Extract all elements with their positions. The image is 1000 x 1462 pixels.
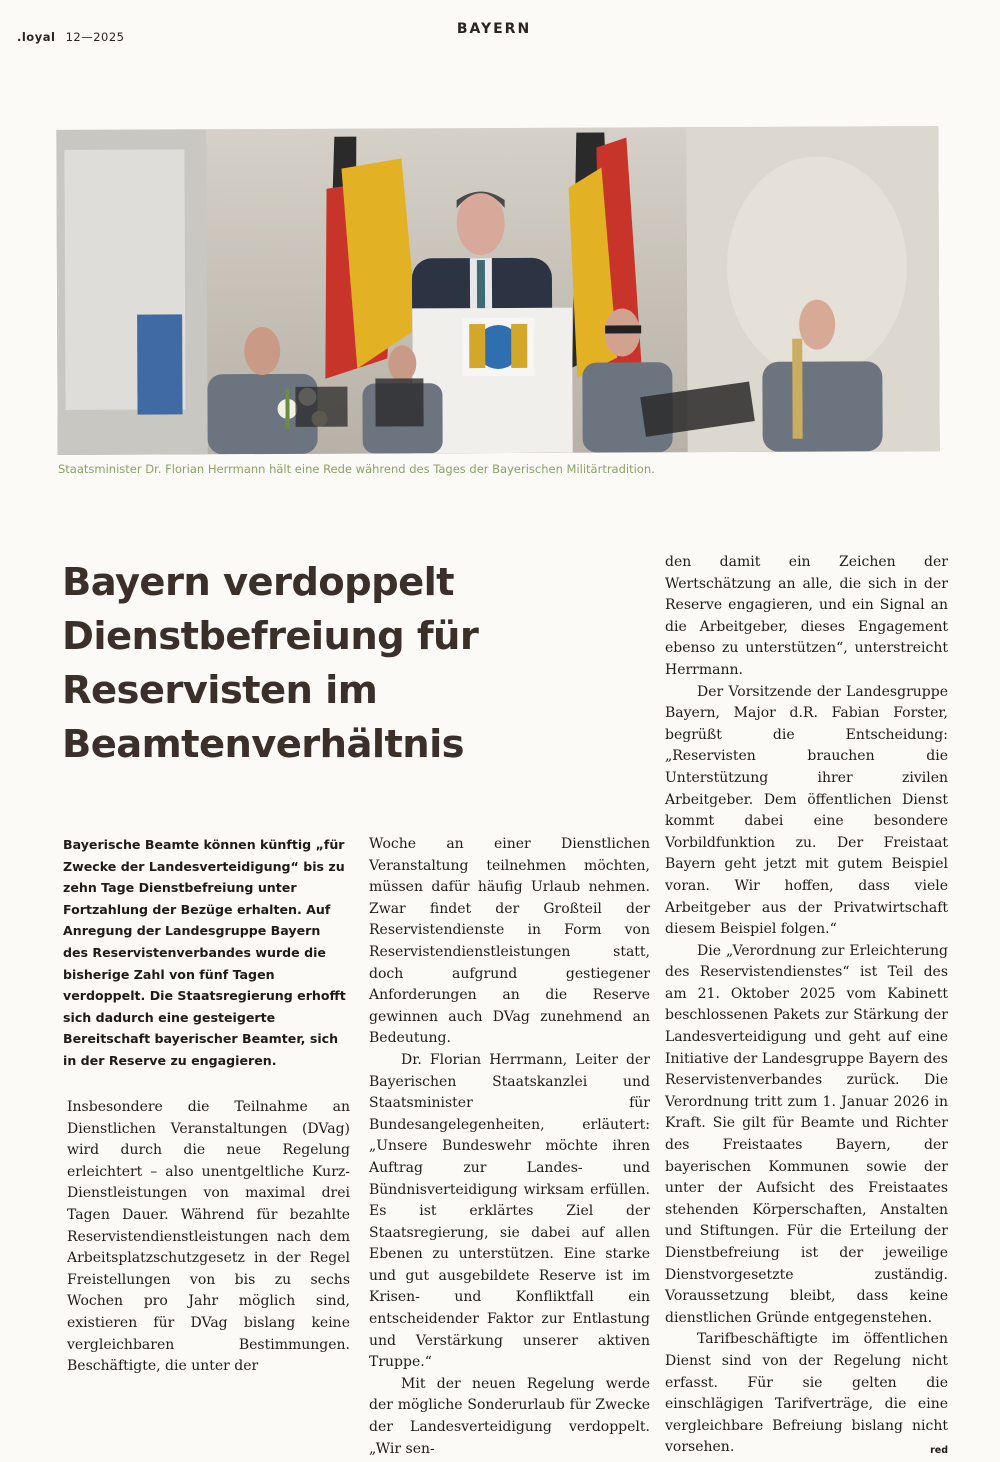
body-paragraph: Die „Verordnung zur Erleichterung des Reservistendienstes“ ist Teil des am 21. Oktober 2025 vom Kabinett beschlossenen Pakets zur Stärkung der Landesverteidigung und geht auf eine Initiative der Landesgruppe Bayern des Reservistenverbandes zurück. Die Verordnung tritt zum 1. Januar 2026 in Kraft. Sie gilt für Beamte und Richter des Freistaates Bayern, der bayerischen Kommunen sowie der unter der Aufsicht des Freistaates stehenden Körperschaften, Anstalten und Stiftungen. Für die Erteilung der Dienstbefreiung ist der jeweilige Dienstvorgesetzte zuständig. Voraussetzung bleibt, dass keine dienstlichen Gründe entgegenstehen.	[665, 942, 948, 1326]
photo-caption: Staatsminister Dr. Florian Herrmann hält eine Rede während des Tages der Bayerischen Militärtradition.	[58, 462, 655, 476]
article-column-2	[369, 834, 650, 1460]
article-photo	[56, 126, 939, 455]
body-paragraph: Woche an einer Dienstlichen Veranstaltung teilnehmen möchten, müssen dafür häufig Urlaub nehmen. Zwar findet der Großteil der Reservistendienste in Form von Reservistendienstleistungen statt, doch aufgrund gestiegener Anforderungen an die Reserve gewinnen auch DVag zunehmend an Bedeutung.	[369, 836, 650, 1047]
article-headline: Bayern verdoppelt Dienstbefreiung für Reservisten im Beamtenverhältnis	[62, 560, 479, 767]
body-paragraph: Mit der neuen Regelung werde der mögliche Sonderurlaub für Zwecke der Landesverteidigung verdoppelt. „Wir sen-	[369, 1375, 650, 1457]
lead-paragraph: Bayerische Beamte können künftig „für Zwecke der Landesverteidigung“ bis zu zehn Tage Dienstbefreiung unter Fortzahlung der Bezüge erhalten. Auf Anregung der Landesgruppe Bayern des Reservistenverbandes wurde die bisherige Zahl von fünf Tagen verdoppelt. Die Staatsregierung erhofft sich dadurch eine gesteigerte Bereitschaft bayerischer Beamter, sich in der Reserve zu engagieren.	[63, 837, 346, 1068]
magazine-logo: .loyal	[17, 30, 56, 44]
body-paragraph	[665, 1329, 948, 1459]
body-paragraph: Dr. Florian Herrmann, Leiter der Bayerischen Staatskanzlei und Staatsminister für Bundesangelegenheiten, erläutert: „Unsere Bundeswehr möchte ihren Auftrag zur Landes- und Bündnisverteidigung wirksam erfüllen. Es ist erklärtes Ziel der Staatsregierung, sie dabei auf allen Ebenen zu unterstützen. Eine starke und gut ausgebildete Reserve ist im Krisen- und Konfliktfall ein entscheidender Faktor zur Entlastung und Verstärkung unserer aktiven Truppe.“	[369, 1051, 650, 1371]
body-paragraph: Insbesondere die Teilnahme an Dienstlichen Veranstaltungen (DVag) wird durch die neue Regelung erleichtert – also unentgeltliche Kurz-Dienstleistungen von maximal drei Tagen Dauer. Während für bezahlte Reservistendienstleistungen nach dem Arbeitsplatzschutzgesetz in der Regel Freistellungen von bis zu sechs Wochen pro Jahr möglich sind, existieren für DVag bislang keine vergleichbaren Bestimmungen. Beschäftigte, die unter der	[67, 1099, 350, 1375]
article-lead	[63, 834, 346, 1072]
article-column-1	[67, 1097, 350, 1378]
author-signature: red	[930, 1445, 948, 1457]
section-title: BAYERN	[456, 21, 532, 37]
body-paragraph: den damit ein Zeichen der Wertschätzung an alle, die sich in der Reserve engagieren, und ein Signal an die Arbeitgeber, dieses Engagement ebenso zu unterstützen“, unterstreicht Herrmann.	[665, 554, 948, 678]
music-stand	[295, 387, 347, 427]
issue-number: 12—2025	[65, 30, 125, 44]
article-column-3	[665, 552, 948, 1462]
tuba	[792, 339, 802, 439]
body-paragraph: Der Vorsitzende der Landesgruppe Bayern, Major d.R. Fabian Forster, begrüßt die Entscheidung: „Reservisten brauchen die Unterstützung ihrer zivilen Arbeitgeber. Dem öffentlichen Dienst kommt dabei eine besondere Vorbildfunktion zu. Der Freistaat Bayern geht jetzt mit gutem Beispiel voran. Wir hoffen, dass viele Arbeitgeber aus der Privatwirtschaft diesem Beispiel folgen.“	[665, 683, 948, 938]
speech-scene-illustration	[56, 126, 939, 455]
blue-vase	[137, 314, 182, 414]
music-stand	[375, 378, 423, 426]
body-text: Tarifbeschäftigte im öffentlichen Dienst sind von der Regelung nicht erfasst. Für sie gelten die einschlägigen Tarifverträge, die eine vergleichbare Befreiung bislang nicht vorsehen.	[665, 1331, 948, 1456]
